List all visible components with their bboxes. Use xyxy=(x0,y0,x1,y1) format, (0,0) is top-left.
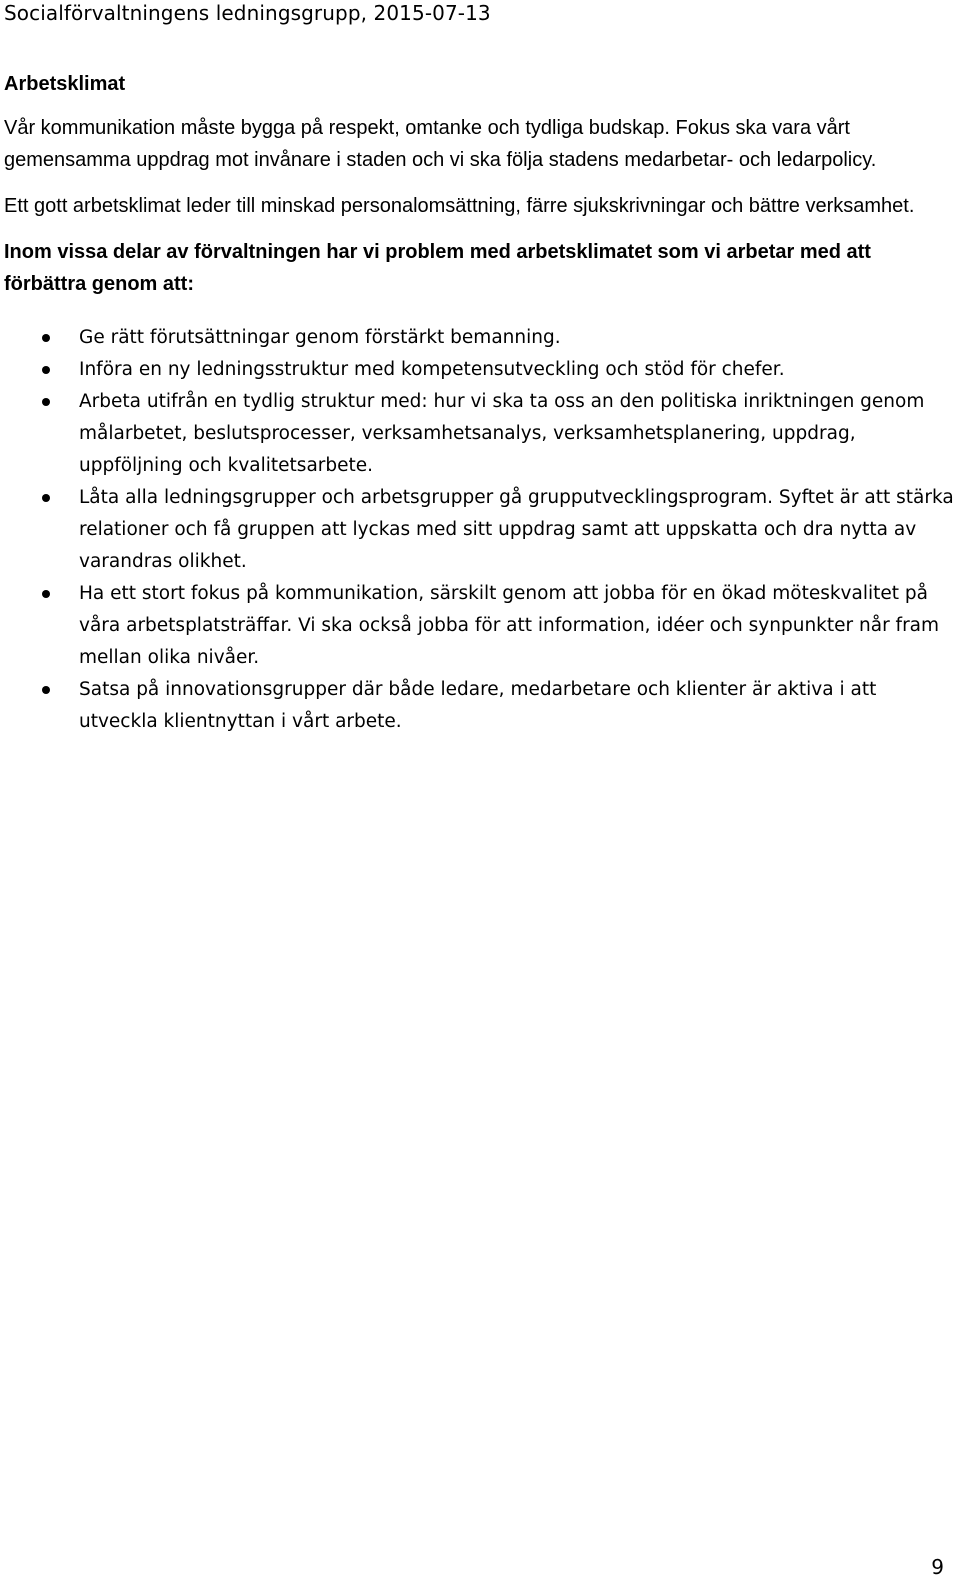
bullet-icon xyxy=(42,398,50,406)
bullet-icon xyxy=(42,366,50,374)
list-item xyxy=(4,386,954,482)
document-body xyxy=(4,70,954,738)
list-item xyxy=(4,482,954,578)
paragraph-communication: Vår kommunikation måste bygga på respekt, omtanke och tydliga budskap. Fokus ska vara vårt gemensamma uppdrag mot invånare i staden och vi ska följa stadens medarbetar- och ledarpolicy. xyxy=(4,117,877,171)
bold-intro-paragraph: Inom vissa delar av förvaltningen har vi problem med arbetsklimatet som vi arbetar med att förbättra genom att: xyxy=(4,241,871,295)
bullet-list xyxy=(4,322,954,738)
bullet-icon xyxy=(42,494,50,502)
list-item-text: Införa en ny ledningsstruktur med kompetensutveckling och stöd för chefer. xyxy=(79,359,785,380)
section-heading: Arbetsklimat xyxy=(4,73,126,95)
bullet-icon xyxy=(42,334,50,342)
list-item-text: Ge rätt förutsättningar genom förstärkt bemanning. xyxy=(79,327,561,348)
page-number: 9 xyxy=(931,1555,944,1579)
list-item xyxy=(4,578,954,674)
page-header: Socialförvaltningens ledningsgrupp, 2015-07-13 xyxy=(4,1,491,25)
list-item xyxy=(4,354,954,386)
list-item-text: Ha ett stort fokus på kommunikation, särskilt genom att jobba för en ökad möteskvalitet på våra arbetsplatsträffar. Vi ska också jobba för att information, idéer och synpunkter når fram mellan olika nivåer. xyxy=(79,583,940,668)
bullet-icon xyxy=(42,686,50,694)
paragraph-work-climate: Ett gott arbetsklimat leder till minskad personalomsättning, färre sjukskrivningar och bättre verksamhet. xyxy=(4,195,915,217)
bullet-icon xyxy=(42,590,50,598)
list-item xyxy=(4,674,954,738)
list-item-text: Arbeta utifrån en tydlig struktur med: hur vi ska ta oss an den politiska inriktningen genom målarbetet, beslutsprocesser, verksamhetsanalys, verksamhetsplanering, uppdrag, uppföljning och kvalitetsarbete. xyxy=(79,391,925,476)
list-item-text: Låta alla ledningsgrupper och arbetsgrupper gå grupputvecklingsprogram. Syftet är att stärka relationer och få gruppen att lyckas med sitt uppdrag samt att uppskatta och dra nytta av varandras olikhet. xyxy=(79,487,954,572)
list-item-text: Satsa på innovationsgrupper där både ledare, medarbetare och klienter är aktiva i att utveckla klientnyttan i vårt arbete. xyxy=(79,679,877,732)
list-item xyxy=(4,322,954,354)
